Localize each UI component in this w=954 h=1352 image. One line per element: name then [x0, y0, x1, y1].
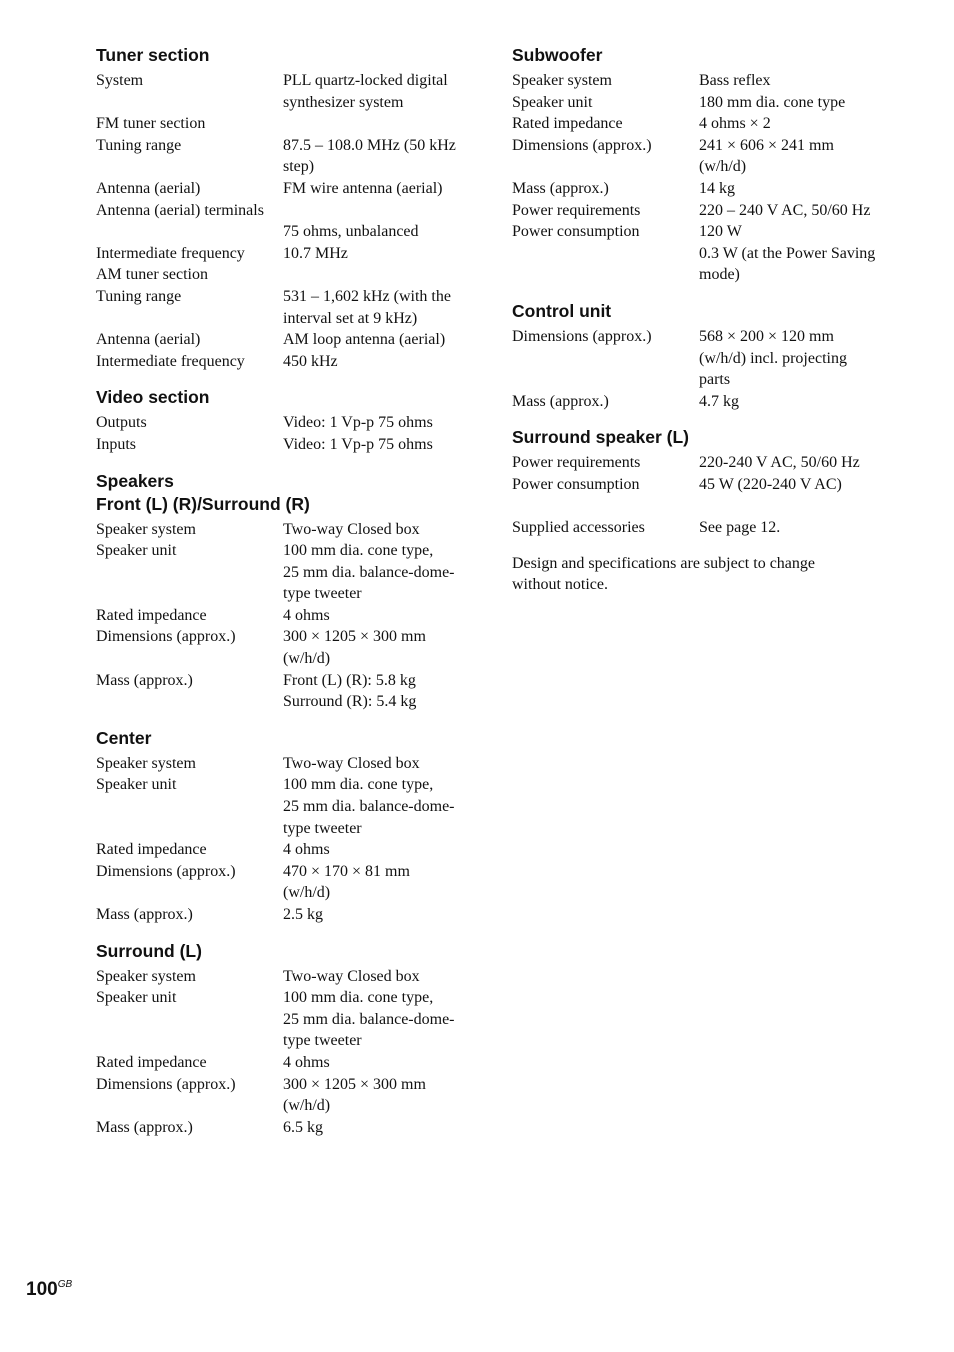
spec-row	[96, 839, 476, 861]
spec-row	[96, 987, 476, 1052]
spec-section-surround-speaker-l	[512, 426, 897, 538]
spec-label: Speaker system	[96, 754, 196, 772]
spec-row	[96, 753, 476, 775]
spec-label: Mass (approx.)	[96, 906, 193, 923]
page-number	[26, 1279, 72, 1301]
spec-row	[96, 1117, 476, 1139]
spec-value: 4 ohms	[283, 1053, 330, 1071]
section-heading: Surround speaker (L)	[512, 427, 689, 448]
disclaimer-note: Design and specifications are subject to change without notice.	[512, 554, 815, 594]
spec-value: See page 12.	[699, 519, 781, 537]
spec-row	[96, 286, 476, 329]
spec-label	[512, 243, 699, 286]
spec-value: Bass reflex	[699, 72, 771, 89]
spec-row	[96, 329, 476, 351]
section-heading: Surround (L)	[96, 940, 202, 961]
spec-section-tuner-section	[96, 44, 476, 372]
spec-row	[96, 200, 476, 222]
spec-row	[512, 452, 897, 474]
spec-value: 87.5 – 108.0 MHz (50 kHz step)	[283, 136, 456, 176]
spec-row	[512, 391, 897, 413]
page-number-value: 100	[26, 1279, 58, 1300]
spec-label: Dimensions (approx.)	[96, 1075, 236, 1093]
spec-value: 2.5 kg	[283, 906, 323, 923]
right-column	[512, 44, 897, 596]
spec-value: 100 mm dia. cone type, 25 mm dia. balance-dome- type tweeter	[283, 776, 455, 837]
spec-value: 300 × 1205 × 300 mm (w/h/d)	[283, 1075, 426, 1115]
spec-row	[96, 351, 476, 373]
spec-value: 100 mm dia. cone type, 25 mm dia. balance-dome- type tweeter	[283, 989, 455, 1050]
spec-row	[96, 540, 476, 605]
spec-label: Dimensions (approx.)	[96, 862, 236, 880]
spec-value: 100 mm dia. cone type, 25 mm dia. balance-dome- type tweeter	[283, 542, 455, 603]
spec-label: Tuning range	[96, 287, 182, 305]
spec-section-video-section	[96, 386, 476, 455]
spec-label: Inputs	[96, 435, 136, 453]
section-heading: Video section	[96, 387, 210, 408]
spec-section-control-unit	[512, 300, 897, 412]
left-column	[96, 44, 476, 1152]
spec-value: 45 W (220-240 V AC)	[699, 475, 842, 493]
spec-row	[512, 243, 897, 286]
spec-row	[96, 904, 476, 926]
spec-label: Mass (approx.)	[96, 1118, 193, 1136]
spec-section-center	[96, 727, 476, 926]
spec-value: Two-way Closed box	[283, 754, 420, 772]
spec-row	[512, 178, 897, 200]
spec-value: FM wire antenna (aerial)	[283, 179, 443, 197]
row-spacer	[512, 496, 897, 518]
spec-value: 531 – 1,602 kHz (with the interval set at 9 kHz)	[283, 287, 451, 327]
spec-label: Power consumption	[512, 223, 640, 241]
spec-label: Intermediate frequency	[96, 244, 245, 262]
spec-label: Antenna (aerial)	[96, 179, 201, 197]
spec-value: 220 – 240 V AC, 50/60 Hz	[699, 201, 871, 219]
spec-row	[512, 517, 897, 539]
spec-row	[96, 1052, 476, 1074]
spec-value: PLL quartz-locked digital synthesizer system	[283, 72, 448, 111]
spec-label: Mass (approx.)	[512, 179, 609, 197]
spec-value: 0.3 W (at the Power Saving mode)	[699, 244, 876, 284]
spec-value: 4 ohms	[283, 841, 330, 859]
spec-value	[283, 264, 476, 286]
section-heading: Center	[96, 727, 152, 748]
spec-label: Rated impedance	[96, 841, 207, 859]
spec-label: Rated impedance	[96, 606, 207, 624]
spec-row	[512, 92, 897, 114]
section-heading: Tuner section	[96, 45, 210, 65]
spec-row	[96, 70, 476, 113]
spec-label: Intermediate frequency	[96, 352, 245, 370]
spec-rows	[512, 326, 897, 412]
spec-value: 4 ohms	[283, 606, 330, 624]
spec-value: 241 × 606 × 241 mm (w/h/d)	[699, 136, 834, 176]
spec-label: Mass (approx.)	[512, 392, 609, 410]
spec-row	[96, 670, 476, 713]
spec-value	[283, 113, 476, 135]
spec-label: Speaker unit	[96, 989, 177, 1007]
spec-value: 450 kHz	[283, 352, 338, 370]
spec-rows	[512, 70, 897, 286]
spec-value: 120 W	[699, 223, 742, 241]
spec-row	[96, 626, 476, 669]
spec-section-subwoofer	[512, 44, 897, 286]
spec-value: 4.7 kg	[699, 392, 739, 410]
spec-row	[96, 966, 476, 988]
spec-value: 300 × 1205 × 300 mm (w/h/d)	[283, 628, 426, 668]
section-heading: Subwoofer	[512, 45, 603, 65]
spec-label: Outputs	[96, 414, 147, 432]
spec-row	[96, 605, 476, 627]
spec-label: Dimensions (approx.)	[512, 136, 652, 154]
spec-label: Supplied accessories	[512, 519, 645, 537]
spec-value: Video: 1 Vp-p 75 ohms	[283, 435, 433, 453]
spec-section-surround-l	[96, 940, 476, 1139]
spec-label: Power requirements	[512, 454, 641, 472]
spec-row	[96, 519, 476, 541]
spec-value: Front (L) (R): 5.8 kg Surround (R): 5.4 kg	[283, 671, 417, 711]
spec-value: 14 kg	[699, 179, 735, 197]
spec-row	[96, 135, 476, 178]
spec-value	[264, 200, 476, 222]
spec-row	[96, 774, 476, 839]
spec-row	[96, 412, 476, 434]
spec-row	[512, 200, 897, 222]
spec-label: Rated impedance	[96, 1053, 207, 1071]
spec-row	[512, 135, 897, 178]
spec-value: AM loop antenna (aerial)	[283, 331, 446, 349]
spec-rows	[96, 70, 476, 372]
spec-row	[96, 243, 476, 265]
spec-rows	[96, 412, 476, 455]
spec-label: Power consumption	[512, 475, 640, 493]
spec-rows	[512, 452, 897, 538]
spec-label: Power requirements	[512, 201, 641, 219]
spec-row	[96, 221, 476, 243]
spec-row	[512, 474, 897, 496]
spec-label: FM tuner section	[96, 115, 206, 133]
spec-value: 75 ohms, unbalanced	[283, 223, 419, 241]
spec-label: Rated impedance	[512, 115, 623, 133]
spec-rows	[96, 966, 476, 1139]
spec-row	[96, 434, 476, 456]
spec-label: Speaker unit	[512, 93, 593, 111]
spec-label: Speaker unit	[96, 542, 177, 560]
spec-label: Speaker system	[96, 967, 196, 985]
spec-label: Mass (approx.)	[96, 671, 193, 689]
spec-label: AM tuner section	[96, 266, 208, 284]
spec-value: Two-way Closed box	[283, 967, 420, 985]
section-heading: Speakers Front (L) (R)/Surround (R)	[96, 470, 310, 514]
spec-row	[512, 70, 897, 92]
spec-value: 180 mm dia. cone type	[699, 93, 846, 111]
spec-value: 10.7 MHz	[283, 244, 348, 262]
spec-row	[96, 113, 476, 135]
spec-value: 6.5 kg	[283, 1118, 323, 1136]
spec-label: Antenna (aerial) terminals	[96, 201, 264, 219]
spec-row	[96, 1074, 476, 1117]
spec-rows	[96, 753, 476, 926]
spec-value: Video: 1 Vp-p 75 ohms	[283, 414, 433, 432]
spec-row	[96, 178, 476, 200]
spec-value: 470 × 170 × 81 mm (w/h/d)	[283, 862, 410, 902]
spec-label: Dimensions (approx.)	[96, 628, 236, 646]
spec-section-speakers	[96, 470, 476, 713]
spec-value: Two-way Closed box	[283, 520, 420, 538]
spec-row	[512, 326, 897, 391]
spec-label: Tuning range	[96, 136, 182, 154]
spec-rows	[96, 519, 476, 713]
spec-label: Speaker system	[96, 520, 196, 538]
spec-label: System	[96, 72, 144, 89]
page-region-suffix: GB	[57, 1279, 73, 1290]
section-heading: Control unit	[512, 300, 612, 321]
spec-row	[96, 861, 476, 904]
spec-label: Speaker system	[512, 72, 612, 89]
spec-value: 4 ohms × 2	[699, 115, 771, 133]
spec-row	[96, 264, 476, 286]
spec-value: 220-240 V AC, 50/60 Hz	[699, 454, 860, 472]
spec-label: Antenna (aerial)	[96, 331, 201, 349]
spec-value: 568 × 200 × 120 mm (w/h/d) incl. projecting parts	[699, 327, 847, 389]
spec-row	[512, 113, 897, 135]
spec-label	[96, 221, 283, 243]
spec-row	[512, 221, 897, 243]
spec-label: Dimensions (approx.)	[512, 327, 652, 345]
spec-label: Speaker unit	[96, 776, 177, 794]
